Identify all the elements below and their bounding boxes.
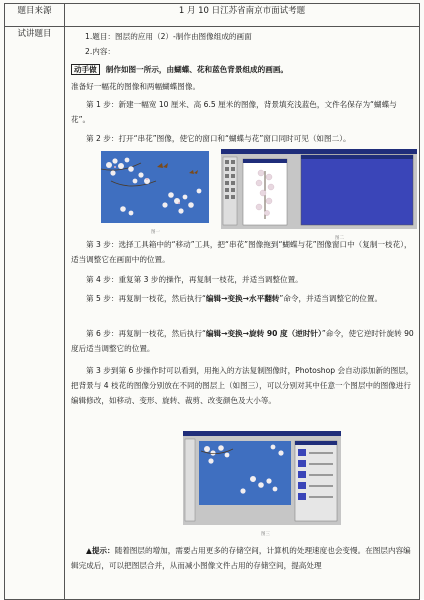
step-6 [71,326,415,356]
figure-1-caption: 图一 [151,230,160,235]
content-label: 2.内容： [85,47,116,56]
topic-content [65,27,419,599]
step-1: 第 1 步：新建一幅宽 10 厘米、高 6.5 厘米的图像，背景填充浅蓝色，文件名保存为“蝴蝶与花”。 [71,100,397,124]
figure-1-image [101,151,209,223]
step-5 [71,291,415,306]
source-label: 题目来源 [5,4,65,27]
topic-label: 试讲题目 [5,27,65,600]
topic-line: 1.题目：图层的应用（2）-制作由图像组成的画面 [85,32,252,41]
tip-text: 随着图层的增加，需要占用更多的存储空间，计算机的处理速度也会变慢。在图层内容编辑完成后，可以把图层合并，从而减小图像文件占用的存储空间，提高处理 [71,546,411,570]
topic-content-cell [65,27,420,600]
step-6-text-a: 第 6 步：再复制一枝花，然后执行“ [86,329,206,338]
step-2: 第 2 步：打开“串花”图像，使它的窗口和“蝴蝶与花”窗口同时可见（如图二）。 [86,134,351,143]
step-5-text-a: 第 5 步：再复制一枝花，然后执行“ [86,294,206,303]
step-3: 第 3 步：选择工具箱中的“移动”工具，把“串花”图像拖到“蝴蝶与花”图像窗口中（复制一枝花），适当调整它在画面中的位置。 [71,240,412,264]
step-4: 第 4 步：重复第 3 步的操作，再复制一枝花，并适当调整位置。 [86,275,303,284]
figure-2-caption: 图二 [335,236,344,241]
source-title: 1 月 10 日江苏省南京市面试考题 [65,4,420,27]
prep-line: 准备好一幅花的图像和两幅蝴蝶图像。 [71,82,201,91]
figure-2-image [221,149,417,229]
tip-label: ▲提示： [86,546,115,555]
summary-paragraph: 第 3 步到第 6 步操作时可以看到，用拖入的方法复制图像时，Photoshop 会自动添加新的图层，把背景与 4 枝花的图像分别放在不同的图层上（如图三），可以分别对其中任意一个图层中的图像进行编辑修改，如移动、变形、旋转、裁剪、改变颜色及大小等。 [71,366,414,405]
task-text: 制作如图一所示，由蝴蝶、花和蓝色背景组成的画画。 [105,65,289,74]
step-6-text-c: ”命令，使它逆时针旋转 90 度后适当调整它的位置。 [71,329,414,353]
task-line [71,62,415,77]
figure-3-caption: 图三 [261,532,270,537]
task-tag: 动手做 [71,64,100,75]
step-5-text-c: ”命令，并适当调整它的位置。 [279,294,383,303]
step-5-command: 编辑→变换→水平翻转 [205,294,280,303]
lesson-table [4,3,420,600]
tip-paragraph [71,543,415,573]
step-6-command: 编辑→变换→旋转 90 度（逆时针） [205,329,322,338]
figure-3-image [183,431,341,525]
